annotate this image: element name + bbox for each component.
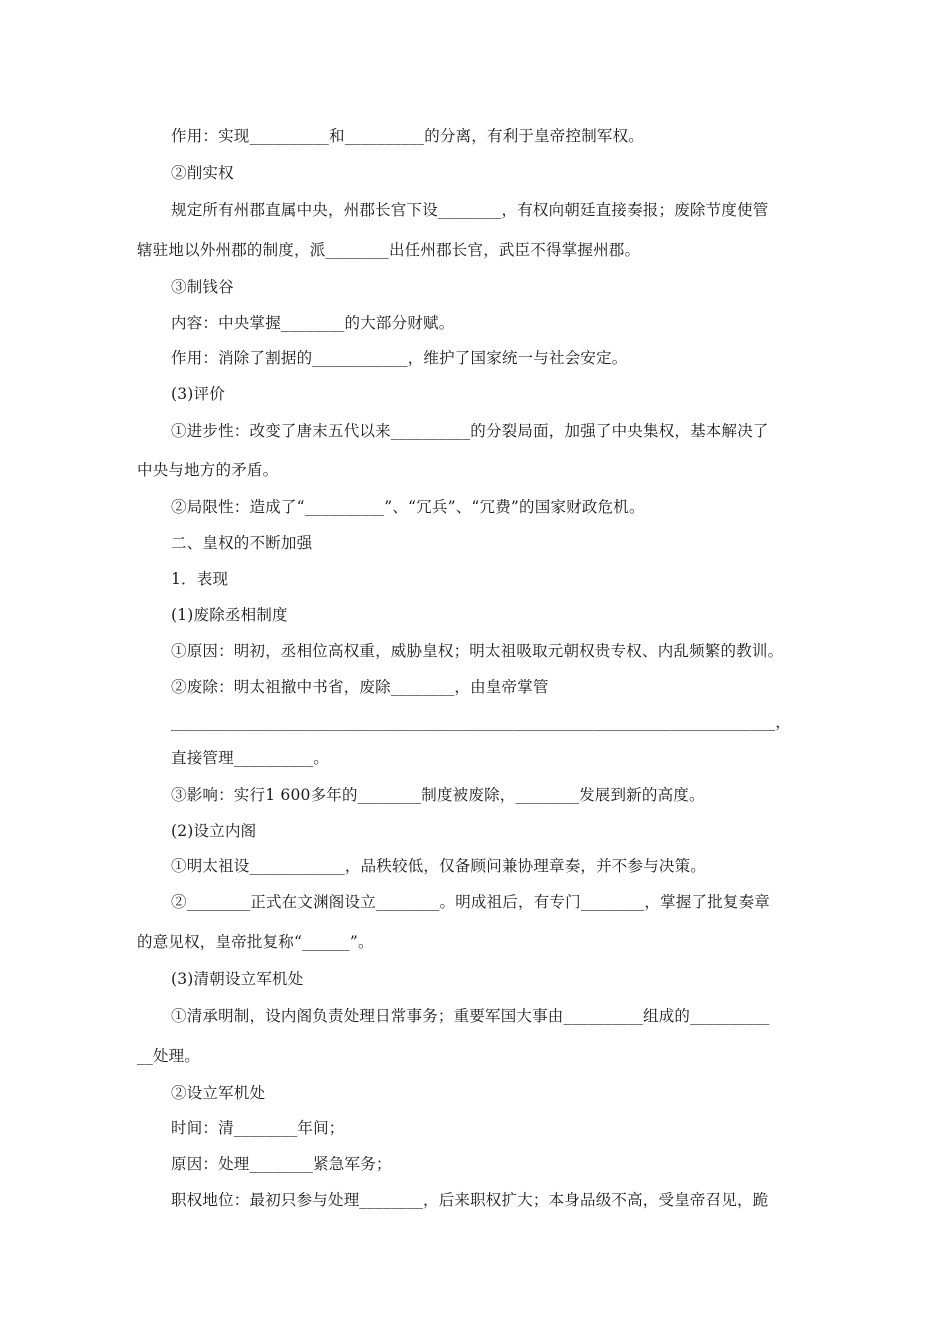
- text-line: ③影响：实行1 600多年的________制度被废除，________发展到新的高度。: [171, 786, 705, 804]
- text-line: ①清承明制，设内阁负责处理日常事务；重要军国大事由__________组成的__________: [171, 1007, 770, 1025]
- text-line: ②________正式在文渊阁设立________。明成祖后，有专门________，掌握了批复奏章: [171, 893, 771, 911]
- text-line: 职权地位：最初只参与处理________，后来职权扩大；本身品级不高，受皇帝召见，跪: [171, 1191, 769, 1209]
- text-line: ②设立军机处: [171, 1084, 266, 1102]
- text-line: ①进步性：改变了唐末五代以来__________的分裂局面，加强了中央集权，基本解决了: [171, 422, 769, 440]
- text-line: (1)废除丞相制度: [171, 606, 288, 624]
- text-line: (2)设立内阁: [171, 822, 257, 840]
- text-line: (3)清朝设立军机处: [171, 970, 304, 988]
- text-line: ②局限性：造成了“__________”、“冗兵”、“冗费”的国家财政危机。: [171, 498, 645, 516]
- text-line: 1．表现: [171, 570, 229, 588]
- text-line: 的意见权，皇帝批复称“______”。: [137, 933, 374, 951]
- text-line: ____________________________________________________________________________，: [171, 713, 791, 731]
- text-line: 直接管理__________。: [171, 749, 330, 767]
- text-line: 二、皇权的不断加强: [171, 534, 313, 552]
- text-line: ②削实权: [171, 164, 234, 182]
- text-line: 辖驻地以外州郡的制度，派________出任州郡长官，武臣不得掌握州郡。: [137, 241, 641, 259]
- text-line: 内容：中央掌握________的大部分财赋。: [171, 314, 455, 332]
- text-line: 规定所有州郡直属中央，州郡长官下设________，有权向朝廷直接奏报；废除节度使管: [171, 201, 769, 219]
- text-line: (3)评价: [171, 385, 225, 403]
- text-line: 原因：处理________紧急军务；: [171, 1155, 392, 1173]
- text-line: 时间：清________年间；: [171, 1119, 345, 1137]
- text-line: ①明太祖设____________，品秩较低，仅备顾问兼协理章奏，并不参与决策。: [171, 857, 707, 875]
- text-line: ③制钱谷: [171, 278, 234, 296]
- text-line: 作用：实现__________和__________的分离，有利于皇帝控制军权。: [171, 127, 645, 145]
- text-line: 中央与地方的矛盾。: [137, 461, 279, 479]
- text-line: 作用：消除了割据的____________，维护了国家统一与社会安定。: [171, 349, 628, 367]
- text-line: __处理。: [137, 1047, 201, 1065]
- text-line: ①原因：明初，丞相位高权重，威胁皇权；明太祖吸取元朝权贵专权、内乱频繁的教训。: [171, 642, 784, 660]
- text-line: ②废除：明太祖撤中书省，废除________，由皇帝掌管: [171, 678, 549, 696]
